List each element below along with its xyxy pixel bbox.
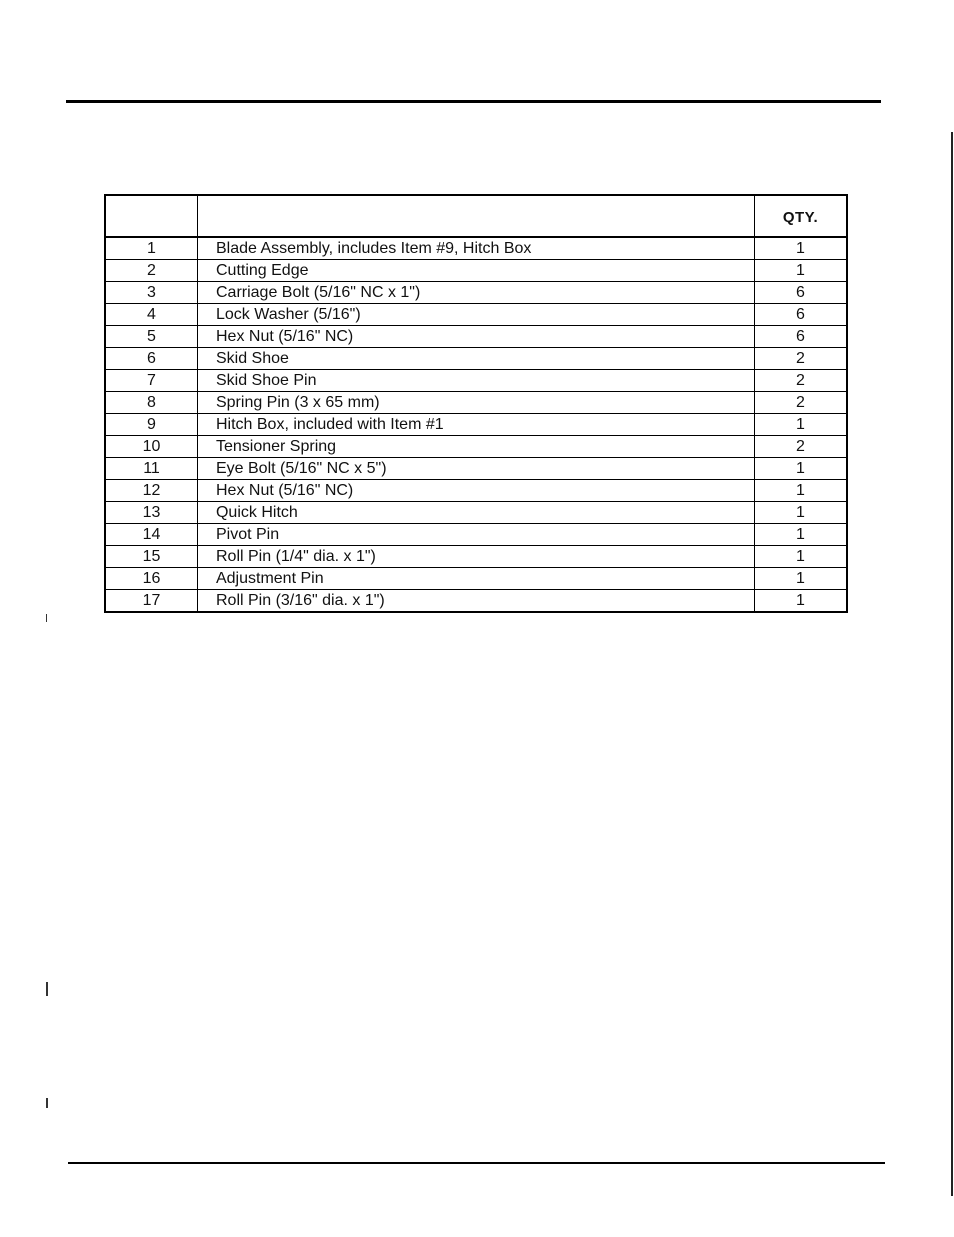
item-number: 13 xyxy=(105,502,197,524)
table-row xyxy=(105,260,847,282)
item-quantity: 1 xyxy=(754,590,847,613)
page-edge-line xyxy=(951,132,953,1196)
item-number: 17 xyxy=(105,590,197,613)
item-number: 7 xyxy=(105,370,197,392)
item-number: 5 xyxy=(105,326,197,348)
item-quantity: 1 xyxy=(754,458,847,480)
item-quantity: 6 xyxy=(754,304,847,326)
table-header-row xyxy=(105,195,847,237)
item-quantity: 6 xyxy=(754,326,847,348)
table-row xyxy=(105,304,847,326)
item-number: 16 xyxy=(105,568,197,590)
item-quantity: 2 xyxy=(754,370,847,392)
item-number: 6 xyxy=(105,348,197,370)
header-item-number xyxy=(105,195,197,237)
item-description: Eye Bolt (5/16" NC x 5") xyxy=(197,458,754,480)
item-quantity: 1 xyxy=(754,260,847,282)
table-row xyxy=(105,326,847,348)
scan-mark xyxy=(46,1098,48,1108)
item-description: Cutting Edge xyxy=(197,260,754,282)
table-row xyxy=(105,282,847,304)
table-row xyxy=(105,370,847,392)
item-quantity: 1 xyxy=(754,502,847,524)
item-quantity: 1 xyxy=(754,524,847,546)
item-quantity: 6 xyxy=(754,282,847,304)
item-description: Skid Shoe xyxy=(197,348,754,370)
parts-list-table xyxy=(104,194,848,613)
item-description: Hex Nut (5/16" NC) xyxy=(197,326,754,348)
bottom-rule xyxy=(68,1162,885,1164)
item-number: 8 xyxy=(105,392,197,414)
table-row xyxy=(105,436,847,458)
item-number: 14 xyxy=(105,524,197,546)
item-number: 15 xyxy=(105,546,197,568)
item-number: 1 xyxy=(105,237,197,260)
item-quantity: 1 xyxy=(754,414,847,436)
item-description: Tensioner Spring xyxy=(197,436,754,458)
item-number: 12 xyxy=(105,480,197,502)
table-row xyxy=(105,392,847,414)
table-row xyxy=(105,568,847,590)
item-quantity: 2 xyxy=(754,392,847,414)
table-row xyxy=(105,458,847,480)
item-quantity: 1 xyxy=(754,546,847,568)
item-number: 2 xyxy=(105,260,197,282)
item-description: Hex Nut (5/16" NC) xyxy=(197,480,754,502)
item-description: Roll Pin (3/16" dia. x 1") xyxy=(197,590,754,613)
table-row xyxy=(105,590,847,613)
item-number: 3 xyxy=(105,282,197,304)
item-quantity: 1 xyxy=(754,568,847,590)
item-number: 4 xyxy=(105,304,197,326)
table-row xyxy=(105,502,847,524)
table-row xyxy=(105,237,847,260)
item-description: Pivot Pin xyxy=(197,524,754,546)
item-quantity: 2 xyxy=(754,348,847,370)
item-quantity: 1 xyxy=(754,480,847,502)
item-description: Roll Pin (1/4" dia. x 1") xyxy=(197,546,754,568)
item-quantity: 2 xyxy=(754,436,847,458)
table-row xyxy=(105,348,847,370)
item-description: Quick Hitch xyxy=(197,502,754,524)
item-number: 10 xyxy=(105,436,197,458)
table-row xyxy=(105,480,847,502)
top-rule xyxy=(66,100,881,103)
item-description: Adjustment Pin xyxy=(197,568,754,590)
item-description: Carriage Bolt (5/16" NC x 1") xyxy=(197,282,754,304)
item-description: Spring Pin (3 x 65 mm) xyxy=(197,392,754,414)
table-row xyxy=(105,414,847,436)
header-quantity: QTY. xyxy=(754,195,847,237)
item-description: Hitch Box, included with Item #1 xyxy=(197,414,754,436)
header-description xyxy=(197,195,754,237)
scan-mark xyxy=(46,614,47,622)
item-number: 9 xyxy=(105,414,197,436)
table-row xyxy=(105,524,847,546)
scan-mark xyxy=(46,982,48,996)
item-quantity: 1 xyxy=(754,237,847,260)
item-description: Blade Assembly, includes Item #9, Hitch Box xyxy=(197,237,754,260)
item-description: Skid Shoe Pin xyxy=(197,370,754,392)
item-number: 11 xyxy=(105,458,197,480)
table-row xyxy=(105,546,847,568)
item-description: Lock Washer (5/16") xyxy=(197,304,754,326)
